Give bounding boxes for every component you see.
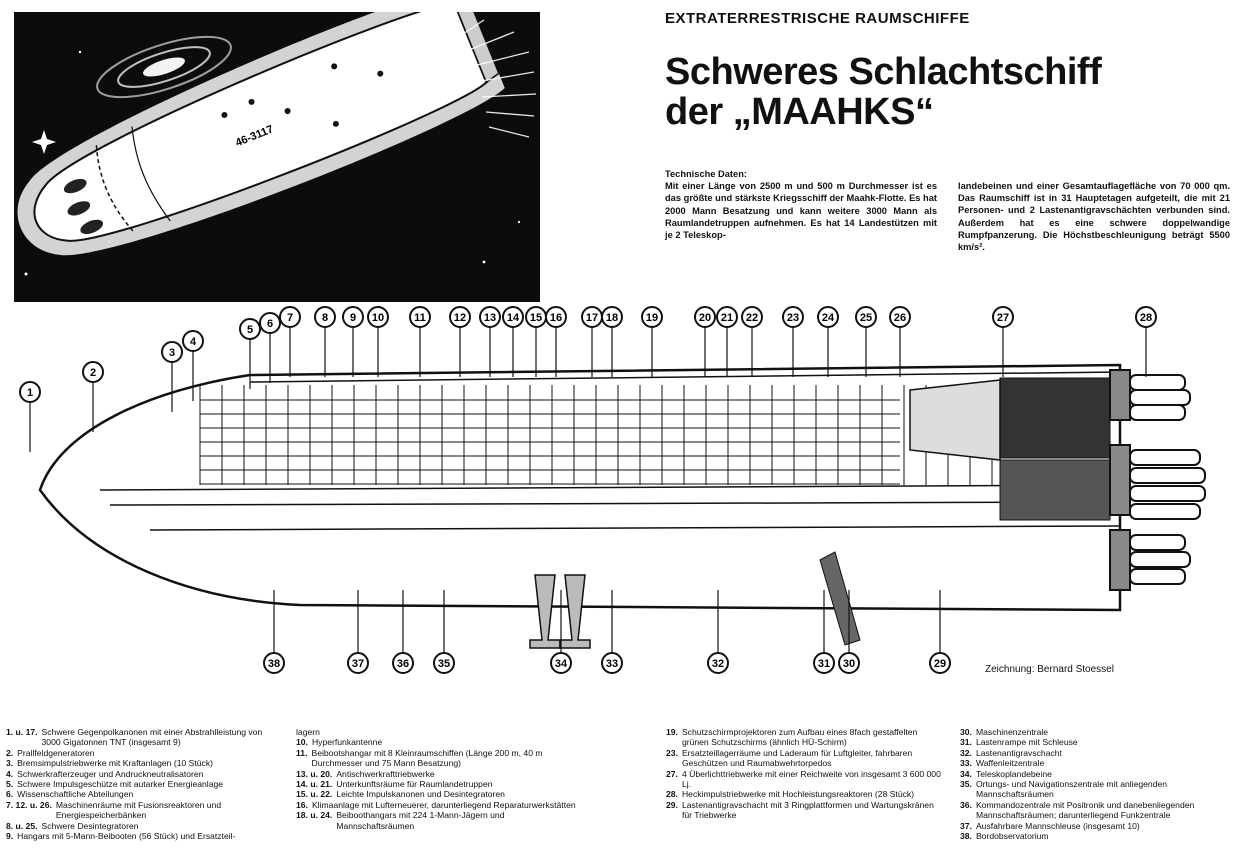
legend-item-text: 4 Überlichttriebwerke mit einer Reichweite von insgesamt 3 600 000 Lj. (681, 768, 941, 790)
legend-item-text: Ersatzteillagerräume und Laderaum für Luftgleiter, fahrbaren Geschützen und Raumabwehrtorpedos (681, 747, 913, 769)
callout-28 (1136, 307, 1156, 377)
callout-9 (343, 307, 363, 377)
legend-item (6, 758, 278, 768)
legend-item-text: Unterkunftsräume für Raumlandetruppen (336, 779, 493, 790)
legend-item-number: 29. (666, 799, 678, 810)
callout-11 (410, 307, 430, 377)
callout-label: 4 (189, 336, 197, 348)
callout-label: 5 (246, 324, 254, 336)
callout-label: 15 (529, 312, 543, 324)
legend-column-3 (666, 727, 946, 821)
legend-item-text: Schwere Desintegratoren (41, 820, 139, 831)
technical-data-left (665, 168, 937, 241)
legend-item-text: Klimaanlage mit Lufterneuerer, darunterliegend Reparaturwerkstätten (311, 799, 576, 810)
legend-item (6, 779, 278, 789)
callout-label: 37 (351, 658, 365, 670)
legend-item (6, 789, 278, 799)
legend-item-number: 32. (960, 747, 972, 758)
callout-6 (260, 313, 280, 383)
callout-10 (368, 307, 388, 377)
legend-item (960, 779, 1242, 800)
callout-1 (20, 382, 40, 452)
legend-item-text: Schutzschirmprojektoren zum Aufbau eines 8fach gestaffelten grünen Schutzschirms (ähnlich HÜ-Schirm) (681, 727, 918, 748)
legend-item-number: 3. (6, 758, 14, 769)
legend-item-number: 5. (6, 779, 14, 790)
legend-item-text: lagern (296, 727, 320, 737)
callout-label: 16 (549, 312, 563, 324)
callout-2 (83, 362, 103, 432)
callout-22 (742, 307, 762, 377)
legend-item (296, 810, 576, 831)
callout-15 (526, 307, 546, 377)
legend-item (960, 769, 1242, 779)
legend-item-text: Ausfahrbare Mannschleuse (insgesamt 10) (975, 820, 1140, 831)
legend-item-number: 37. (960, 820, 972, 831)
legend-item-number: 11. (296, 747, 308, 758)
legend-item (6, 769, 278, 779)
legend-item-text: Antischwerkrafttriebwerke (336, 768, 435, 779)
callout-label: 6 (266, 318, 274, 330)
legend-item-text: Ortungs- und Navigationszentrale mit anliegenden Mannschaftsräumen (975, 779, 1168, 800)
callout-label: 35 (437, 658, 451, 670)
callout-label: 33 (605, 658, 619, 670)
callout-label: 32 (711, 658, 725, 670)
legend-item-text: Bremsimpulstriebwerke mit Kraftanlagen (10 Stück) (17, 758, 213, 769)
callout-19 (642, 307, 662, 377)
callout-7 (280, 307, 300, 377)
legend-item (6, 748, 278, 758)
legend-item (960, 821, 1242, 831)
legend-item-text: Schwere Impulsgeschütze mit autarker Energieanlage (17, 779, 224, 790)
legend-item (666, 727, 946, 748)
legend-column-4 (960, 727, 1242, 841)
legend-item-number: 30. (960, 727, 972, 737)
hull-marking: 46-3117 (233, 123, 276, 150)
callout-label: 38 (267, 658, 281, 670)
legend-item (6, 821, 278, 831)
callout-label: 25 (859, 312, 873, 324)
legend-item-text: Kommandozentrale mit Positronik und danebenliegenden Mannschaftsräumen; darunterliegend Funkzentrale (975, 799, 1195, 821)
legend-item (960, 727, 1242, 737)
legend-item-number: 33. (960, 758, 972, 769)
legend-item-text: Leichte Impulskanonen und Desintegratoren (336, 789, 505, 800)
callout-label: 19 (645, 312, 659, 324)
callout-label: 34 (554, 658, 568, 670)
technical-data-text-left: Mit einer Länge von 2500 m und 500 m Durchmesser ist es das größte und stärkste Kriegsschiff der Maahk-Flotte. Es hat 2000 Mann Besatzung und kann weitere 3000 Mann als Raumlandetruppen aufnehmen. Es hat 14 Landestützen mit je 2 Teleskop- (665, 181, 937, 241)
legend-item-number: 38. (960, 831, 972, 842)
legend-item-text: Schwere Gegenpolkanonen mit einer Abstrahlleistung von 3000 Gigatonnen TNT (insgesamt 9) (41, 727, 263, 748)
legend-item (6, 831, 278, 841)
callout-21 (717, 307, 737, 377)
callout-label: 12 (453, 312, 467, 324)
ship-cutaway-drawing (0, 290, 1246, 690)
legend-item (960, 737, 1242, 747)
callout-18 (602, 307, 622, 377)
callout-label: 14 (506, 312, 520, 324)
callout-8 (315, 307, 335, 377)
callout-label: 18 (605, 312, 619, 324)
callout-label: 22 (745, 312, 759, 324)
callout-24 (818, 307, 838, 377)
legend-column-2 (296, 727, 576, 831)
legend-item-text: Lastenrampe mit Schleuse (975, 737, 1078, 748)
legend-item-text: Beiboothangars mit 224 1-Mann-Jägern und Mannschaftsräumen (336, 810, 505, 831)
legend-item (296, 737, 576, 747)
legend-item-text: Teleskoplandebeine (975, 768, 1052, 779)
legend-item (296, 748, 576, 769)
legend-item-number: 35. (960, 779, 972, 790)
callout-label: 27 (996, 312, 1010, 324)
callout-25 (856, 307, 876, 377)
legend-item-number: 36. (960, 799, 972, 810)
legend-item (296, 779, 576, 789)
legend-item (960, 748, 1242, 758)
legend-item-text: Waffenleitzentrale (975, 758, 1045, 769)
callout-label: 13 (483, 312, 497, 324)
callout-label: 11 (414, 312, 426, 324)
callout-16 (546, 307, 566, 377)
legend-item-text: Schwerkrafterzeuger und Andruckneutralisatoren (17, 768, 204, 779)
legend-item-text: Maschinenräume mit Fusionsreaktoren und Energiespeicherbänken (55, 799, 222, 821)
callout-label: 23 (786, 312, 800, 324)
callout-label: 36 (396, 658, 410, 670)
legend-item-number: 7. 12. u. 26. (6, 799, 52, 810)
space-illustration (14, 12, 540, 302)
rear-thrusters (1110, 370, 1205, 590)
callout-label: 8 (321, 312, 329, 324)
legend-item-number: 16. (296, 799, 308, 810)
section-kicker: EXTRATERRESTRISCHE RAUMSCHIFFE (665, 10, 970, 27)
legend-item-number: 15. u. 22. (296, 789, 333, 800)
legend-item-text: Lastenantigravschacht mit 3 Ringplattformen und Wartungskränen für Triebwerke (681, 799, 934, 821)
page-title-line1: Schweres Schlachtschiff (665, 51, 1102, 93)
callout-17 (582, 307, 602, 377)
callout-label: 9 (349, 312, 357, 324)
legend-item (296, 800, 576, 810)
drawing-credit: Zeichnung: Bernard Stoessel (985, 664, 1114, 675)
legend-item-number: 14. u. 21. (296, 779, 333, 790)
legend-item-number: 19. (666, 727, 678, 737)
legend-item-number: 13. u. 20. (296, 768, 333, 779)
legend-item-text: Maschinenzentrale (975, 727, 1049, 737)
legend-item-number: 34. (960, 768, 972, 779)
legend-item-number: 4. (6, 768, 14, 779)
callout-label: 28 (1139, 312, 1153, 324)
legend-item-number: 8. u. 25. (6, 820, 38, 831)
legend-item-number: 27. (666, 768, 678, 779)
legend-item (960, 800, 1242, 821)
legend-column-1 (6, 727, 278, 841)
legend-item-text: Hyperfunkantenne (311, 737, 383, 748)
legend-item-number: 10. (296, 737, 308, 748)
legend-item-text: Beibootshangar mit 8 Kleinraumschiffen (Länge 200 m, 40 m Durchmesser und 75 Mann Besatzung) (311, 747, 543, 769)
legend-item-text: Prallfeldgeneratoren (17, 747, 95, 758)
technical-data-heading: Technische Daten: (665, 169, 747, 179)
callout-label: 20 (698, 312, 712, 324)
legend-item (6, 727, 278, 748)
callout-label: 21 (720, 312, 734, 324)
legend-item (296, 727, 576, 737)
legend-item (960, 758, 1242, 768)
legend-item-number: 2. (6, 747, 14, 758)
callout-14 (503, 307, 523, 377)
legend-item-number: 9. (6, 831, 14, 842)
callout-12 (450, 307, 470, 377)
legend-item-number: 6. (6, 789, 14, 800)
callout-label: 24 (821, 312, 835, 324)
legend-item-text: Hangars mit 5-Mann-Beibooten (56 Stück) und Ersatzteil- (17, 831, 236, 842)
callout-label: 2 (89, 367, 97, 379)
callout-label: 30 (842, 658, 856, 670)
callout-label: 7 (286, 312, 294, 324)
legend-item (666, 789, 946, 799)
legend-item (666, 800, 946, 821)
legend-item-text: Heckimpulstriebwerke mit Hochleistungsreaktoren (28 Stück) (681, 789, 915, 800)
callout-label: 29 (933, 658, 947, 670)
legend-item-text: Bordobservatorium (975, 831, 1049, 842)
legend-item-number: 31. (960, 737, 972, 748)
legend-item (6, 800, 278, 821)
callout-label: 31 (817, 658, 831, 670)
legend-item-number: 23. (666, 747, 678, 758)
callout-label: 26 (893, 312, 907, 324)
page-title-line2: der „MAAHKS“ (665, 91, 934, 133)
legend-item (296, 769, 576, 779)
legend-item-text: Lastenantigravschacht (975, 747, 1062, 758)
legend-item (666, 769, 946, 790)
callout-13 (480, 307, 500, 377)
callout-23 (783, 307, 803, 377)
legend-item-number: 18. u. 24. (296, 810, 333, 821)
callout-20 (695, 307, 715, 377)
legend-item (960, 831, 1242, 841)
legend-item (296, 789, 576, 799)
callout-label: 10 (371, 312, 385, 324)
technical-data-text-right: landebeinen und einer Gesamtauflagefläche von 70 000 qm. Das Raumschiff ist in 31 Hauptetagen aufgeteilt, die mit 21 Personen- und 2 Lastenantigravschächten verbunden sind. Außerdem hat es eine schwere doppelwandige Rumpfpanzerung. Die Höchstbeschleunigung beträgt 5500 km/s². (958, 181, 1230, 253)
legend-item-text: Wissenschaftliche Abteilungen (17, 789, 134, 800)
callout-label: 17 (585, 312, 599, 324)
legend-item-number: 28. (666, 789, 678, 800)
legend-item-number: 1. u. 17. (6, 727, 38, 737)
callout-label: 3 (168, 347, 176, 359)
legend-item (666, 748, 946, 769)
callout-label: 1 (26, 387, 34, 399)
